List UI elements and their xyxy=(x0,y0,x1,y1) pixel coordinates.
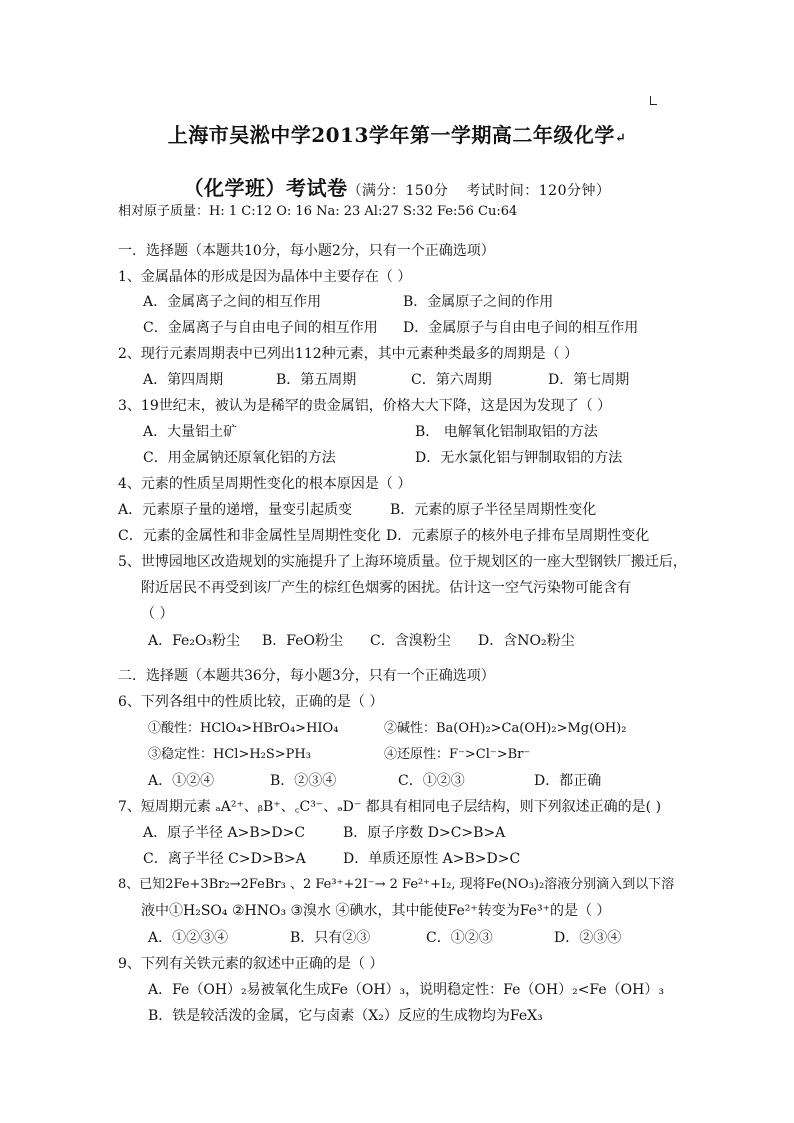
full-score: （满分：150分 xyxy=(347,183,449,199)
q6-statement-3: ③稳定性：HCl>H₂S>PH₃ xyxy=(148,747,311,762)
q2-option-a: A．第四周期 xyxy=(143,372,224,388)
q8-option-a: A．①②③④ xyxy=(148,930,229,946)
q6-stem: 6、下列各组中的性质比较，正确的是（ ） xyxy=(118,694,384,710)
q5-stem-line2: 附近居民不再受到该厂产生的棕红色烟雾的困扰。估计这一空气污染物可能含有 xyxy=(141,580,631,596)
q3-option-d: D．无水氯化铝与钾制取铝的方法 xyxy=(415,450,623,466)
q3-option-a: A．大量铝土矿 xyxy=(143,424,238,440)
q2-option-c: C．第六周期 xyxy=(411,372,492,388)
q6-statement-1: ①酸性：HClO₄>HBrO₄>HIO₄ xyxy=(148,721,339,736)
q8-option-b: B．只有②③ xyxy=(290,930,371,946)
q2-stem: 2、现行元素周期表中已列出112种元素，其中元素种类最多的周期是（ ） xyxy=(118,346,579,362)
q4-option-c: C．元素的金属性和非金属性呈周期性变化 xyxy=(118,528,381,544)
q7-option-b: B．原子序数 D>C>B>A xyxy=(343,825,506,841)
q4-option-a: A．元素原子量的递增，量变引起质变 xyxy=(118,502,353,518)
q1-option-b: B．金属原子之间的作用 xyxy=(403,294,554,310)
q6-statement-2: ②碱性：Ba(OH)₂>Ca(OH)₂>Mg(OH)₂ xyxy=(384,721,627,736)
q8-stem-line1: 8、已知2Fe+3Br₂→2FeBr₃ 、2 Fe³⁺+2I⁻→ 2 Fe²⁺+I₂, 现将Fe(NO₃)₂溶液分别滴入到以下溶 xyxy=(118,877,675,892)
q1-option-c: C．金属离子与自由电子间的相互作用 xyxy=(143,320,378,336)
q3-option-c: C．用金属钠还原氧化铝的方法 xyxy=(143,450,336,466)
exam-time: 考试时间：120分钟） xyxy=(466,183,611,199)
q8-option-c: C．①②③ xyxy=(426,930,493,946)
q5-stem-line1: 5、世博园地区改造规划的实施提升了上海环境质量。位于规划区的一座大型钢铁厂搬迁后， xyxy=(118,554,687,570)
q9-stem: 9、下列有关铁元素的叙述中正确的是（ ） xyxy=(118,956,384,972)
exam-title-line1 xyxy=(0,119,794,148)
paragraph-mark-icon: ↵ xyxy=(614,131,627,146)
q1-option-a: A．金属离子之间的相互作用 xyxy=(143,294,322,310)
q7-option-c: C．离子半径 C>D>B>A xyxy=(143,851,306,867)
exam-title-text: 上海市吴淞中学2013学年第一学期高二年级化学 xyxy=(167,123,615,147)
q1-stem: 1、金属晶体的形成是因为晶体中主要存在（ ） xyxy=(118,269,412,285)
q6-option-b: B．②③④ xyxy=(270,773,337,789)
q6-statement-4: ④还原性：F⁻>Cl⁻>Br⁻ xyxy=(384,747,531,762)
q6-option-c: C．①②③ xyxy=(398,773,465,789)
q2-option-d: D．第七周期 xyxy=(548,372,630,388)
atomic-masses: 相对原子质量：H: 1 C:12 O: 16 Na: 23 Al:27 S:32 Fe:56 Cu:64 xyxy=(118,204,518,219)
q2-option-b: B．第五周期 xyxy=(276,372,357,388)
corner-crop-mark xyxy=(650,96,657,105)
q8-option-d: D．②③④ xyxy=(554,930,622,946)
section1-heading: 一．选择题（本题共10分，每小题2分，只有一个正确选项） xyxy=(118,243,495,259)
q5-option-c: C．含溴粉尘 xyxy=(370,633,451,649)
q7-option-a: A．原子半径 A>B>D>C xyxy=(143,825,306,841)
q5-option-d: D．含NO₂粉尘 xyxy=(478,633,575,649)
q5-stem-line3: （ ） xyxy=(141,606,174,622)
q6-option-d: D．都正确 xyxy=(534,773,602,789)
exam-subtitle: （化学班）考试卷 xyxy=(183,176,348,200)
q8-stem-line2: 液中①H₂SO₄ ②HNO₃ ③溴水 ④碘水，其中能使Fe²⁺转变为Fe³⁺的是（ ） xyxy=(141,903,611,919)
q4-stem: 4、元素的性质呈周期性变化的根本原因是（ ） xyxy=(118,476,412,492)
q3-option-b: B． 电解氧化铝制取铝的方法 xyxy=(415,424,598,440)
exam-title-line2 xyxy=(0,172,794,201)
q4-option-d: D．元素原子的核外电子排布呈周期性变化 xyxy=(386,528,650,544)
q9-option-a: A．Fe（OH）₂易被氧化生成Fe（OH）₃，说明稳定性：Fe（OH）₂<Fe（OH）₃ xyxy=(148,982,664,998)
q3-stem: 3、19世纪末，被认为是稀罕的贵金属铝，价格大大下降，这是因为发现了（ ） xyxy=(118,398,612,414)
q4-option-b: B．元素的原子半径呈周期性变化 xyxy=(390,502,597,518)
q7-stem: 7、短周期元素 ₐA²⁺、ᵦB⁺、꜀C³⁻、ₔD⁻ 都具有相同电子层结构，则下列叙述正确的是( ) xyxy=(118,799,662,815)
section2-heading: 二．选择题（本题共36分，每小题3分，只有一个正确选项） xyxy=(118,668,495,684)
q1-option-d: D．金属原子与自由电子间的相互作用 xyxy=(403,320,639,336)
q6-option-a: A．①②④ xyxy=(148,773,215,789)
q5-option-b: B．FeO粉尘 xyxy=(262,633,343,649)
q5-option-a: A．Fe₂O₃粉尘 xyxy=(148,633,241,649)
q9-option-b: B．铁是较活泼的金属，它与卤素（X₂）反应的生成物均为FeX₃ xyxy=(148,1008,543,1024)
q7-option-d: D．单质还原性 A>B>D>C xyxy=(343,851,521,867)
